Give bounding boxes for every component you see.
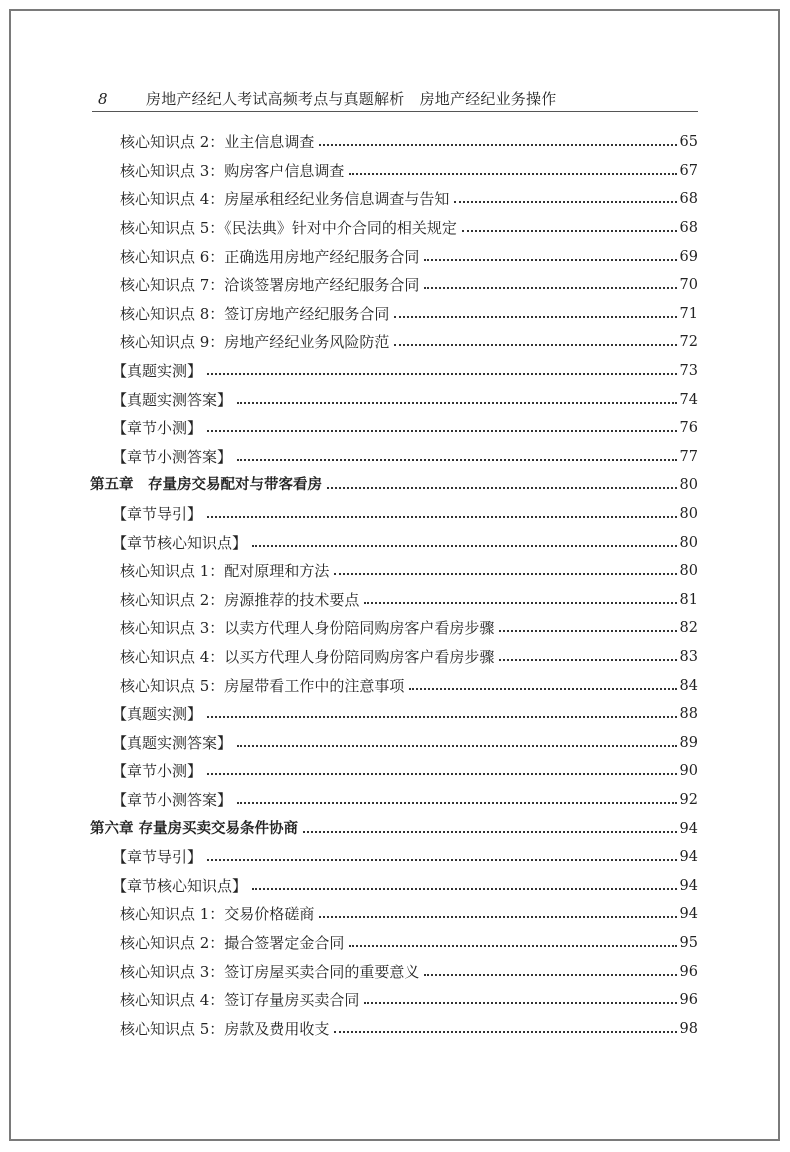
toc-entry-title: 核心知识点 5：房款及费用收支 <box>120 1019 330 1038</box>
toc-chapter-entry[interactable] <box>90 471 698 500</box>
dot-leader <box>409 688 676 690</box>
dot-leader <box>349 945 676 947</box>
dot-leader <box>319 144 676 146</box>
dot-leader <box>454 201 676 203</box>
toc-entry[interactable] <box>90 871 698 900</box>
toc-page-number: 92 <box>679 791 698 808</box>
toc-entry-title: 核心知识点 4：房屋承租经纪业务信息调查与告知 <box>120 190 450 209</box>
toc-entry[interactable] <box>90 443 698 472</box>
toc-entry-title: 【真题实测答案】 <box>112 390 233 409</box>
dot-leader <box>424 974 676 976</box>
dot-leader <box>237 402 677 404</box>
toc-entry[interactable] <box>90 157 698 186</box>
toc-entry[interactable] <box>90 242 698 271</box>
toc-page-number: 69 <box>679 248 698 265</box>
toc-entry[interactable] <box>90 500 698 529</box>
dot-leader <box>394 316 676 318</box>
toc-entry-title: 第六章 存量房买卖交易条件协商 <box>90 820 299 837</box>
toc-entry-title: 核心知识点 3：签订房屋买卖合同的重要意义 <box>120 962 420 981</box>
dot-leader <box>424 259 676 261</box>
dot-leader <box>334 573 676 575</box>
toc-entry[interactable] <box>90 385 698 414</box>
dot-leader <box>237 745 677 747</box>
toc-page-number: 96 <box>679 963 698 980</box>
toc-page-number: 83 <box>679 648 698 665</box>
dot-leader <box>327 487 677 489</box>
toc-page-number: 70 <box>679 277 698 294</box>
toc-entry[interactable] <box>90 929 698 958</box>
toc-entry-title: 【真题实测】 <box>112 362 203 381</box>
dot-leader <box>499 630 676 632</box>
running-header <box>92 89 698 112</box>
dot-leader <box>207 430 677 432</box>
toc-entry[interactable] <box>90 757 698 786</box>
toc-entry[interactable] <box>90 214 698 243</box>
toc-entry[interactable] <box>90 900 698 929</box>
toc-entry-title: 【章节核心知识点】 <box>112 533 248 552</box>
toc-entry-title: 【章节核心知识点】 <box>112 876 248 895</box>
toc-entry-title: 核心知识点 6：正确选用房地产经纪服务合同 <box>120 247 420 266</box>
toc-entry[interactable] <box>90 700 698 729</box>
toc-entry[interactable] <box>90 586 698 615</box>
toc-entry-title: 【章节小测】 <box>112 419 203 438</box>
dot-leader <box>364 602 676 604</box>
toc-page-number: 95 <box>679 934 698 951</box>
dot-leader <box>424 287 676 289</box>
toc-entry-title: 核心知识点 3：以卖方代理人身份陪同购房客户看房步骤 <box>120 619 495 638</box>
toc-page-number: 94 <box>679 849 698 866</box>
table-of-contents <box>90 128 698 1043</box>
toc-page-number: 94 <box>679 906 698 923</box>
toc-page-number: 68 <box>679 191 698 208</box>
dot-leader <box>207 773 677 775</box>
toc-entry-title: 第五章 存量房交易配对与带客看房 <box>90 477 322 494</box>
toc-entry-title: 核心知识点 1：配对原理和方法 <box>120 562 330 581</box>
dot-leader <box>207 716 677 718</box>
toc-page-number: 65 <box>679 134 698 151</box>
dot-leader <box>207 516 677 518</box>
toc-entry-title: 核心知识点 2：业主信息调查 <box>120 133 315 152</box>
toc-entry-title: 【章节导引】 <box>112 848 203 867</box>
toc-entry[interactable] <box>90 843 698 872</box>
toc-page-number: 96 <box>679 992 698 1009</box>
toc-page-number: 89 <box>679 734 698 751</box>
toc-entry-title: 核心知识点 5：《民法典》针对中介合同的相关规定 <box>120 219 457 238</box>
toc-page-number: 88 <box>679 706 698 723</box>
toc-page-number: 76 <box>679 420 698 437</box>
toc-page-number: 74 <box>679 391 698 408</box>
toc-entry[interactable] <box>90 128 698 157</box>
toc-entry[interactable] <box>90 300 698 329</box>
toc-entry-title: 核心知识点 2：房源推荐的技术要点 <box>120 590 360 609</box>
dot-leader <box>207 859 677 861</box>
toc-page-number: 67 <box>679 162 698 179</box>
toc-entry-title: 核心知识点 7：洽谈签署房地产经纪服务合同 <box>120 276 420 295</box>
toc-entry[interactable] <box>90 328 698 357</box>
toc-page-number: 80 <box>679 477 698 494</box>
toc-page-number: 84 <box>679 677 698 694</box>
toc-entry[interactable] <box>90 414 698 443</box>
dot-leader <box>252 545 677 547</box>
dot-leader <box>462 230 677 232</box>
dot-leader <box>364 1002 676 1004</box>
toc-page-number: 94 <box>679 820 698 837</box>
toc-chapter-entry[interactable] <box>90 814 698 843</box>
toc-entry-title: 【真题实测】 <box>112 705 203 724</box>
toc-page-number: 71 <box>679 305 698 322</box>
toc-page-number: 72 <box>679 334 698 351</box>
running-title: 房地产经纪人考试高频考点与真题解析 房地产经纪业务操作 <box>146 90 557 108</box>
toc-entry-title: 核心知识点 2：撮合签署定金合同 <box>120 933 345 952</box>
toc-entry[interactable] <box>90 643 698 672</box>
toc-entry-title: 核心知识点 4：签订存量房买卖合同 <box>120 991 360 1010</box>
dot-leader <box>319 916 676 918</box>
toc-entry[interactable] <box>90 1014 698 1043</box>
toc-page-number: 80 <box>679 506 698 523</box>
dot-leader <box>237 802 677 804</box>
toc-page-number: 94 <box>679 877 698 894</box>
toc-entry[interactable] <box>90 528 698 557</box>
toc-page-number: 81 <box>679 591 698 608</box>
toc-entry[interactable] <box>90 671 698 700</box>
dot-leader <box>207 373 677 375</box>
toc-page-number: 80 <box>679 534 698 551</box>
dot-leader <box>252 888 677 890</box>
toc-entry[interactable] <box>90 271 698 300</box>
toc-entry-title: 核心知识点 9：房地产经纪业务风险防范 <box>120 333 390 352</box>
toc-entry[interactable] <box>90 786 698 815</box>
toc-entry-title: 【章节小测答案】 <box>112 790 233 809</box>
toc-entry-title: 核心知识点 4：以买方代理人身份陪同购房客户看房步骤 <box>120 647 495 666</box>
toc-page-number: 98 <box>679 1020 698 1037</box>
toc-entry-title: 【章节小测答案】 <box>112 447 233 466</box>
toc-page-number: 90 <box>679 763 698 780</box>
toc-entry[interactable] <box>90 557 698 586</box>
toc-entry[interactable] <box>90 986 698 1015</box>
dot-leader <box>237 459 677 461</box>
toc-page-number: 77 <box>679 448 698 465</box>
toc-entry[interactable] <box>90 614 698 643</box>
toc-entry-title: 【真题实测答案】 <box>112 733 233 752</box>
page-number: 8 <box>98 90 108 108</box>
toc-page-number: 68 <box>679 220 698 237</box>
toc-entry[interactable] <box>90 185 698 214</box>
toc-entry-title: 核心知识点 3：购房客户信息调查 <box>120 161 345 180</box>
toc-entry-title: 【章节小测】 <box>112 762 203 781</box>
dot-leader <box>499 659 676 661</box>
toc-entry[interactable] <box>90 357 698 386</box>
toc-entry-title: 核心知识点 1：交易价格磋商 <box>120 905 315 924</box>
dot-leader <box>349 173 676 175</box>
toc-entry-title: 【章节导引】 <box>112 505 203 524</box>
toc-entry-title: 核心知识点 5：房屋带看工作中的注意事项 <box>120 676 405 695</box>
toc-page-number: 73 <box>679 363 698 380</box>
toc-page-number: 82 <box>679 620 698 637</box>
toc-entry-title: 核心知识点 8：签订房地产经纪服务合同 <box>120 304 390 323</box>
dot-leader <box>303 831 677 833</box>
toc-entry[interactable] <box>90 957 698 986</box>
dot-leader <box>334 1031 676 1033</box>
dot-leader <box>394 344 676 346</box>
toc-entry[interactable] <box>90 728 698 757</box>
toc-page-number: 80 <box>679 563 698 580</box>
